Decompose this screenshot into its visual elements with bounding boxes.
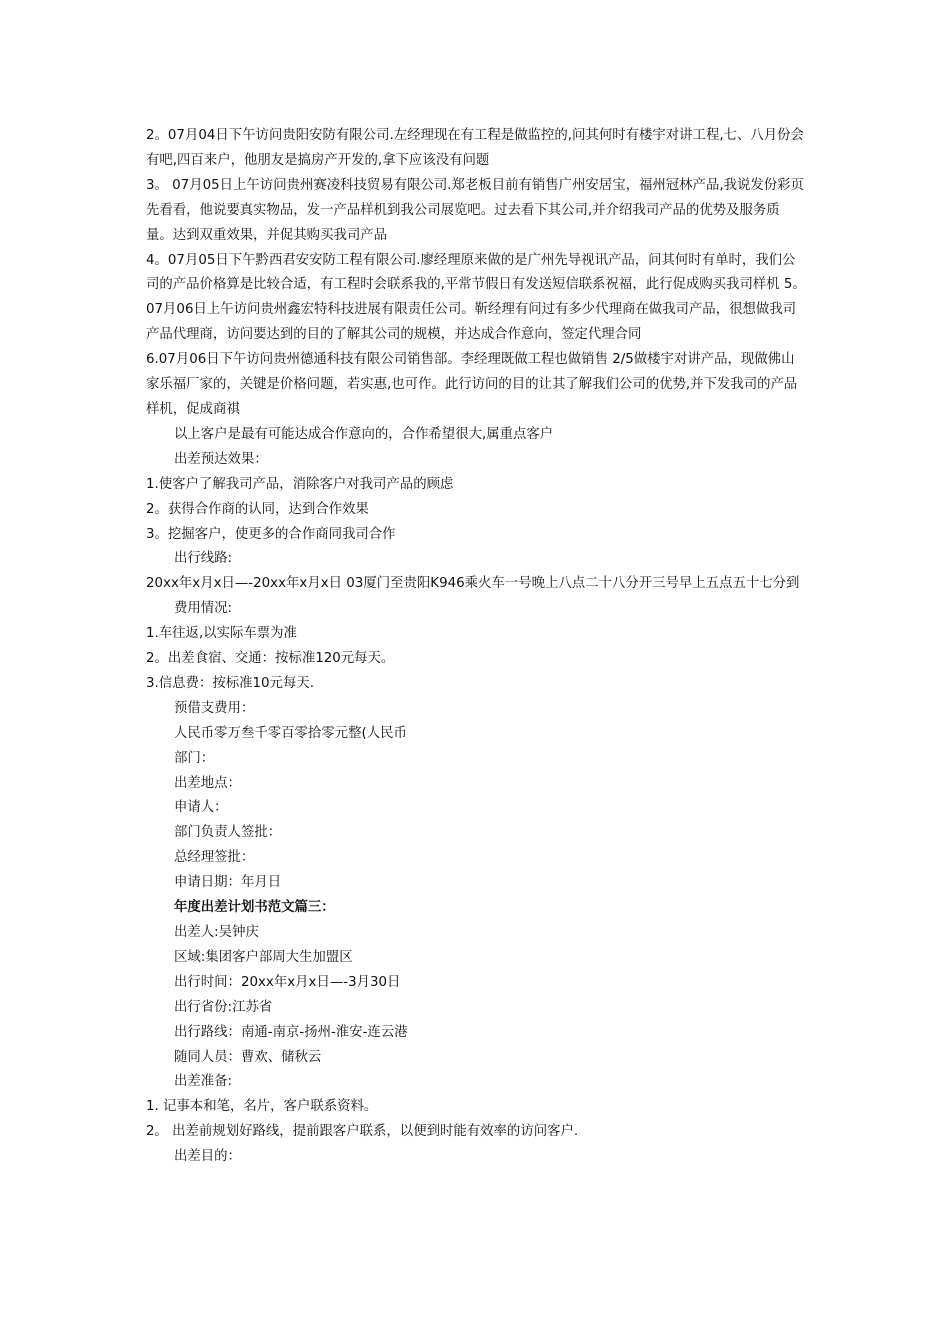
form-field-label: 申请人： bbox=[174, 800, 228, 816]
paragraph: 区域:集团客户部周大生加盟区 bbox=[174, 949, 353, 965]
paragraph: 出行时间：20xx年x月x日—-3月30日 bbox=[174, 974, 401, 990]
paragraph: 人民币零万叁千零百零拾零元整(人民币 bbox=[174, 725, 407, 741]
form-field-label: 出差地点： bbox=[174, 775, 241, 791]
form-field-label: 部门： bbox=[174, 750, 215, 766]
list-item: 2。 出差前规划好路线，提前跟客户联系，以便到时能有效率的访问客户. bbox=[146, 1124, 579, 1140]
list-item: 3.信息费：按标准10元每天. bbox=[146, 675, 314, 691]
paragraph: 3。 07月05日上午访问贵州赛凌科技贸易有限公司.郑老板目前有销售广州安居宝，福州冠林产品,我说发份彩页先看看，他说要真实物品，发一产品样机到我公司展览吧。过去看下其公司,并介绍我司产品的优势及服务质量。达到双重效果，并促其购买我司产品 bbox=[146, 177, 804, 243]
section-label: 出差准备: bbox=[174, 1074, 233, 1090]
section-label: 费用情况: bbox=[174, 601, 233, 617]
form-field-label: 部门负责人签批： bbox=[174, 825, 282, 841]
paragraph: 随同人员：曹欢、储秋云 bbox=[174, 1049, 322, 1065]
section-label: 出差预达效果： bbox=[174, 451, 268, 467]
section-label: 预借支费用： bbox=[174, 700, 255, 716]
form-field-label: 总经理签批： bbox=[174, 850, 255, 866]
list-item: 3。挖掘客户，使更多的合作商同我司合作 bbox=[146, 526, 396, 542]
paragraph: 以上客户是最有可能达成合作意向的，合作希望很大,属重点客户 bbox=[174, 426, 554, 442]
document-body bbox=[146, 124, 806, 1170]
paragraph: 出差人:吴钟庆 bbox=[174, 925, 259, 940]
list-item: 1. 记事本和笔，名片，客户联系资料。 bbox=[146, 1099, 378, 1115]
paragraph: 4。07月05日下午黔西君安安防工程有限公司.廖经理原来做的是广州先导视讯产品，问其何时有单时，我们公司的产品价格算是比较合适，有工程时会联系我的,平常节假日有发送短信联系祝福，此行促成购买我司样机 5。07月06日上午访问贵州鑫宏特科技进展有限责任公司。靳经理有问过有多少代理商在做我司产品，很想做我司产品代理商，访问要达到的目的了解其公司的规模，并达成合作意向，签定代理合同 bbox=[146, 252, 806, 343]
paragraph: 出行省份:江苏省 bbox=[174, 999, 273, 1015]
form-field-label: 申请日期：年月日 bbox=[174, 875, 282, 891]
list-item: 2。出差食宿、交通：按标准120元每天。 bbox=[146, 651, 395, 667]
list-item: 2。获得合作商的认同，达到合作效果 bbox=[146, 501, 369, 517]
paragraph: 出行路线：南通-南京-扬州-淮安-连云港 bbox=[174, 1024, 408, 1040]
list-item: 1.车往返,以实际车票为准 bbox=[146, 626, 297, 642]
paragraph: 20xx年x月x日—-20xx年x月x日 03厦门至贵阳K946乘火车一号晚上八点二十八分开三号早上五点五十七分到 bbox=[146, 576, 800, 592]
paragraph: 2。07月04日下午访问贵阳安防有限公司.左经理现在有工程是做监控的,问其何时有楼宇对讲工程,七、八月份会有吧,四百来户，他朋友是搞房产开发的,拿下应该没有问题 bbox=[146, 128, 804, 168]
section-heading: 年度出差计划书范文篇三： bbox=[174, 900, 335, 916]
list-item: 1.使客户了解我司产品，消除客户对我司产品的顾虑 bbox=[146, 476, 454, 492]
section-label: 出差目的： bbox=[174, 1149, 241, 1165]
paragraph: 6.07月06日下午访问贵州德通科技有限公司销售部。李经理既做工程也做销售 2/5做楼宇对讲产品，现做佛山家乐福厂家的，关键是价格问题，若实惠,也可作。此行访问的目的让其了解我们公司的优势,并下发我司的产品样机，促成商祺 bbox=[146, 352, 798, 417]
section-label: 出行线路: bbox=[174, 551, 233, 567]
